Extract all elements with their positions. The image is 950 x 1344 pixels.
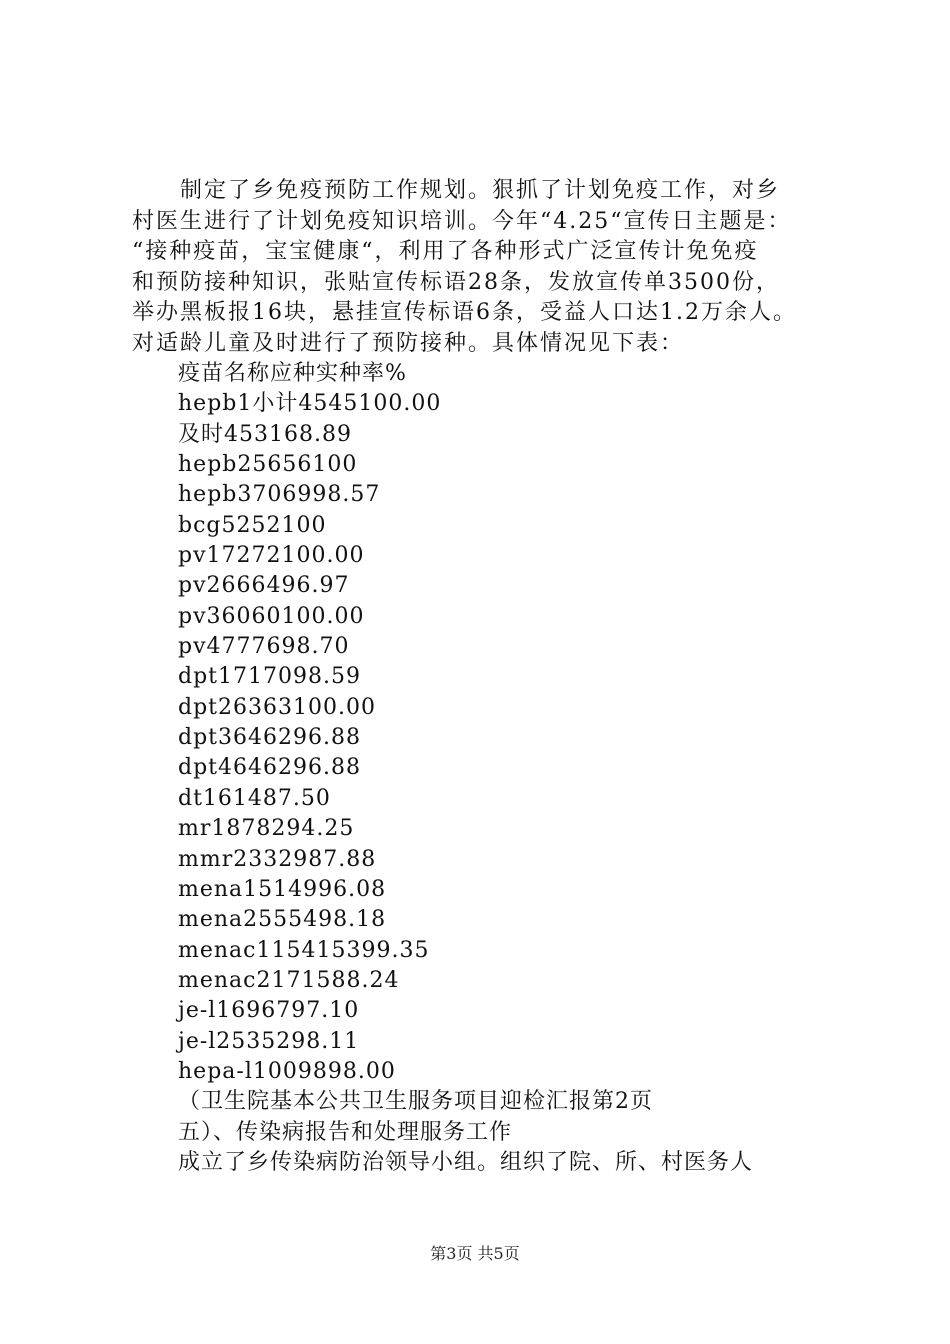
table-header-line: 疫苗名称应种实种率% bbox=[178, 361, 407, 386]
table-row: dpt3646296.88 bbox=[178, 725, 361, 751]
table-row: mena1514996.08 bbox=[178, 876, 387, 902]
paragraph-line: 村医生进行了计划免疫知识培训。今年“4.25“宣传日主题是： bbox=[132, 208, 792, 234]
table-row: bcg5252100 bbox=[178, 512, 327, 538]
paragraph-line: “接种疫苗，宝宝健康“，利用了各种形式广泛宣传计免免疫 bbox=[132, 239, 759, 264]
table-row: menac115415399.35 bbox=[178, 937, 430, 963]
table-row: menac2171588.24 bbox=[178, 967, 400, 993]
table-row: hepb3706998.57 bbox=[178, 482, 381, 508]
table-row: je-l1696797.10 bbox=[178, 998, 360, 1024]
section-heading: 五）、传染病报告和处理服务工作 bbox=[178, 1119, 513, 1145]
table-row: je-l2535298.11 bbox=[178, 1028, 360, 1054]
page-reference-line: （卫生院基本公共卫生服务项目迎检汇报第2页 bbox=[178, 1089, 653, 1115]
table-row: pv2666496.97 bbox=[178, 573, 350, 599]
table-row: 及时453168.89 bbox=[178, 421, 352, 447]
table-row: pv17272100.00 bbox=[178, 543, 365, 569]
table-row: pv4777698.70 bbox=[178, 634, 350, 660]
paragraph-line: 制定了乡免疫预防工作规划。狠抓了计划免疫工作，对乡 bbox=[180, 178, 781, 203]
table-row: dt161487.50 bbox=[178, 785, 331, 811]
table-row: hepa-l1009898.00 bbox=[178, 1058, 396, 1084]
paragraph-line: 和预防接种知识，张贴宣传标语28条，发放宣传单3500份， bbox=[132, 269, 780, 295]
table-row: dpt1717098.59 bbox=[178, 664, 361, 690]
paragraph-line: 成立了乡传染病防治领导小组。组织了院、所、村医务人 bbox=[178, 1149, 754, 1175]
table-row: dpt26363100.00 bbox=[178, 694, 376, 720]
page-footer: 第3页 共5页 bbox=[430, 1244, 520, 1263]
table-row: mena2555498.18 bbox=[178, 907, 387, 933]
table-row: hepb25656100 bbox=[178, 452, 358, 478]
paragraph-line: 对适龄儿童及时进行了预防接种。具体情况见下表： bbox=[132, 330, 685, 356]
table-row: hepb1小计4545100.00 bbox=[178, 391, 442, 417]
table-row: dpt4646296.88 bbox=[178, 755, 361, 781]
vaccine-table-text bbox=[178, 359, 753, 1178]
table-row: mr1878294.25 bbox=[178, 816, 355, 842]
table-row: pv36060100.00 bbox=[178, 603, 365, 629]
intro-paragraph bbox=[132, 176, 832, 359]
table-row: mmr2332987.88 bbox=[178, 846, 377, 872]
paragraph-line: 举办黑板报16块，悬挂宣传标语6条，受益人口达1.2万余人。 bbox=[132, 300, 797, 325]
